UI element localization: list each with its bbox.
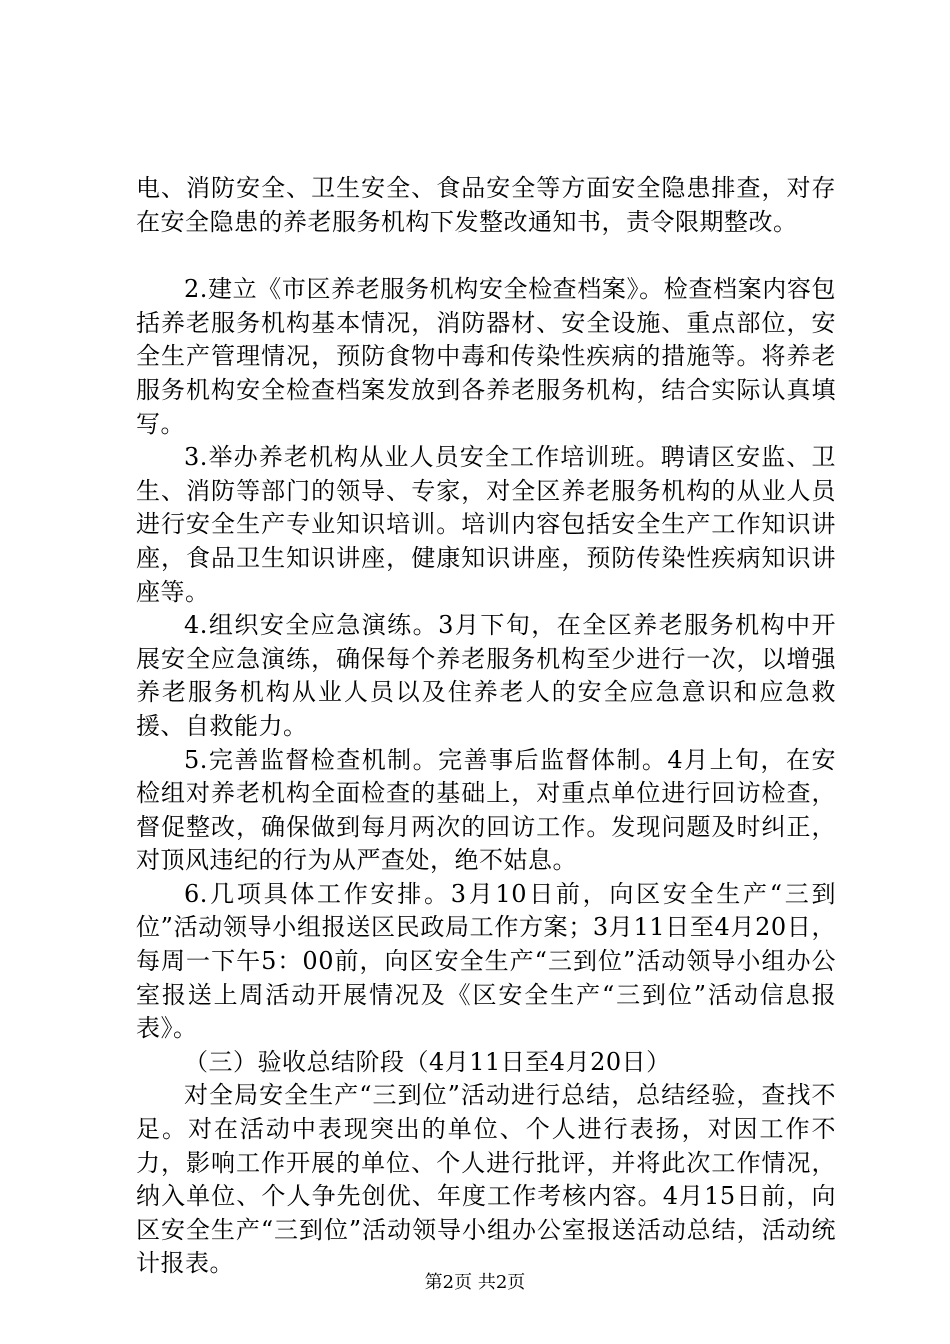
paragraph-item-4: 4.组织安全应急演练。3月下旬，在全区养老服务机构中开展安全应急演练，确保每个养老服务机构至少进行一次，以增强养老服务机构从业人员以及住养老人的安全应急意识和应急救援、自救能力。 (136, 611, 836, 740)
page-number-footer: 第2页 共2页 (424, 1272, 526, 1293)
paragraph-continuation: 电、消防安全、卫生安全、食品安全等方面安全隐患排查，对存在安全隐患的养老服务机构下发整改通知书，责令限期整改。 (136, 174, 836, 236)
paragraph-item-5: 5.完善监督检查机制。完善事后监督体制。4月上旬，在安检组对养老机构全面检查的基础上，对重点单位进行回访检查，督促整改，确保做到每月两次的回访工作。发现问题及时纠正，对顶风违纪的行为从严查处，绝不姑息。 (136, 745, 836, 875)
paragraph-item-2: 2.建立《市区养老服务机构安全检查档案》。检查档案内容包括养老服务机构基本情况，消防器材、安全设施、重点部位，安全生产管理情况，预防食物中毒和传染性疾病的措施等。将养老服务机构安全检查档案发放到各养老服务机构，结合实际认真填写。 (136, 275, 836, 438)
document-body (136, 172, 836, 1281)
section-heading: （三）验收总结阶段（4月11日至4月20日） (184, 1047, 671, 1076)
paragraph-item-6: 6.几项具体工作安排。3月10日前，向区安全生产“三到位”活动领导小组报送区民政局工作方案；3月11日至4月20日，每周一下午5：00前，向区安全生产“三到位”活动领导小组办公室报送上周活动开展情况及《区安全生产“三到位”活动信息报表》。 (136, 879, 836, 1043)
paragraph-item-3: 3.举办养老机构从业人员安全工作培训班。聘请区安监、卫生、消防等部门的领导、专家，对全区养老服务机构的从业人员进行安全生产专业知识培训。培训内容包括安全生产工作知识讲座，食品卫生知识讲座，健康知识讲座，预防传染性疾病知识讲座等。 (136, 443, 836, 606)
paragraph-summary: 对全局安全生产“三到位”活动进行总结，总结经验，查找不足。对在活动中表现突出的单位、个人进行表扬，对因工作不力，影响工作开展的单位、个人进行批评，并将此次工作情况，纳入单位、个人争先创优、年度工作考核内容。4月15日前，向区安全生产“三到位”活动领导小组办公室报送活动总结，活动统计报表。 (136, 1081, 836, 1278)
